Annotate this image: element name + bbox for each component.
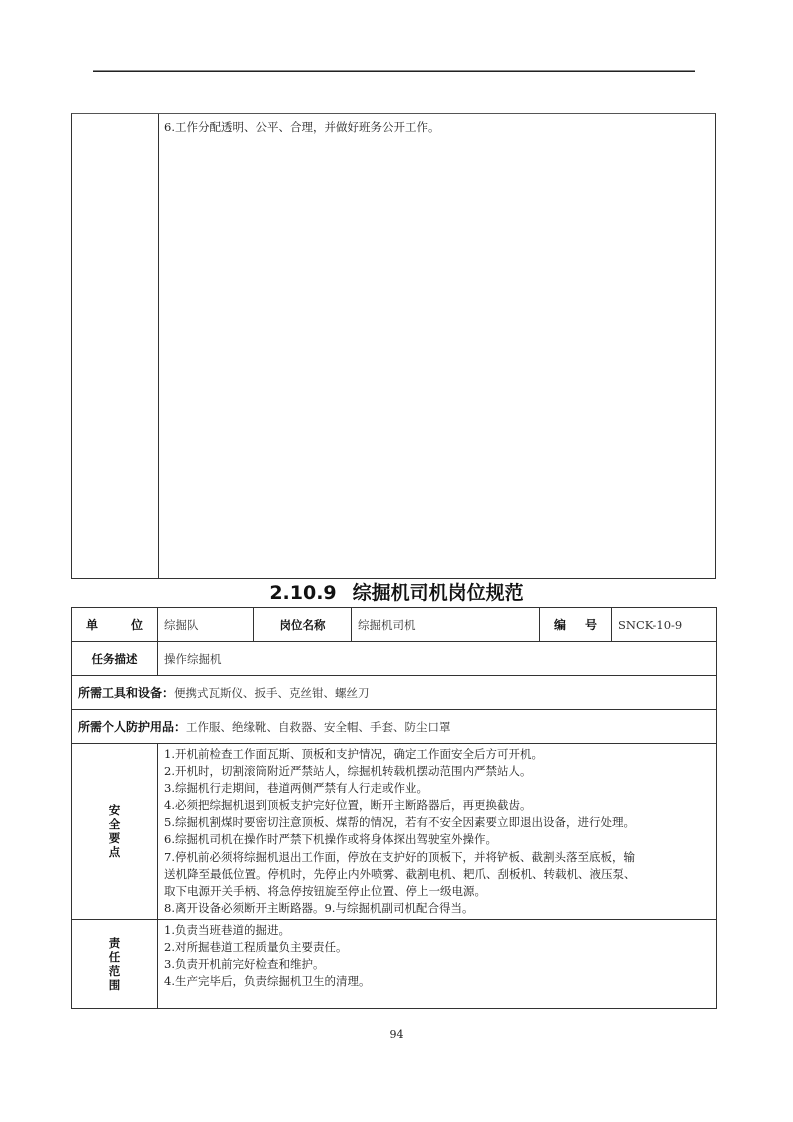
code-value: SNCK-10-9: [612, 608, 717, 642]
ppe-value: 工作服、绝缘靴、自救器、安全帽、手套、防尘口罩: [186, 720, 451, 734]
code-label-cell: [540, 608, 612, 642]
ppe-cell: [72, 710, 717, 744]
responsibility-label-char: 范: [108, 963, 121, 978]
section-number: 2.10.9: [269, 582, 337, 604]
safety-label-char: 要: [108, 831, 121, 846]
responsibility-item: 2.对所掘巷道工程质量负主要责任。: [164, 940, 348, 955]
safety-point: 8.离开设备必须断开主断路器。9.与综掘机副司机配合得当。: [164, 900, 474, 915]
safety-point: 2.开机时，切割滚筒附近严禁站人，综掘机转载机摆动范围内严禁站人。: [164, 764, 532, 779]
safety-point: 送机降至最低位置。停机时，先停止内外喷雾、截割电机、耙爪、刮板机、转载机、液压泵、: [164, 866, 636, 881]
responsibility-label-char: 任: [108, 949, 121, 964]
header-row: [72, 608, 717, 642]
responsibility-label: [72, 919, 158, 1008]
safety-label: [72, 744, 158, 920]
responsibility-row: [72, 919, 717, 1008]
safety-point: 取下电源开关手柄、将急停按钮旋至停止位置、停上一级电源。: [164, 883, 486, 898]
safety-point: 6.综掘机司机在操作时严禁下机操作或将身体探出驾驶室外操作。: [164, 832, 497, 847]
responsibility-label-char: 责: [108, 935, 121, 950]
section-title: [0, 580, 793, 606]
responsibilities: [158, 919, 717, 1008]
position-label: 岗位名称: [254, 608, 352, 642]
job-spec-table: [71, 607, 717, 1009]
unit-label-char: 位: [130, 618, 143, 632]
position-value: 综掘机司机: [352, 608, 540, 642]
unit-value: 综掘队: [158, 608, 254, 642]
tools-cell: [72, 676, 717, 710]
safety-label-char: 点: [108, 845, 121, 860]
ppe-row: [72, 710, 717, 744]
responsibility-item: 1.负责当班巷道的掘进。: [164, 922, 290, 937]
safety-label-char: 安: [108, 803, 121, 818]
task-value: 操作综掘机: [158, 642, 717, 676]
responsibility-label-char: 围: [108, 977, 121, 992]
page-header-rule: [93, 70, 695, 72]
page-number: 94: [389, 1028, 404, 1041]
code-label-char: 号: [584, 618, 597, 632]
tools-label: 所需工具和设备：: [78, 686, 175, 700]
safety-point: 1.开机前检查工作面瓦斯、顶板和支护情况，确定工作面安全后方可开机。: [164, 747, 543, 761]
safety-point: 5.综掘机割煤时要密切注意顶板、煤帮的情况，若有不安全因素要立即退出设备，进行处理。: [164, 815, 635, 830]
responsibility-item: 3.负责开机前完好检查和维护。: [164, 957, 325, 972]
previous-table-content: [164, 119, 439, 136]
unit-label-char: 单: [86, 618, 99, 632]
safety-point: 3.综掘机行走期间，巷道两侧严禁有人行走或作业。: [164, 781, 428, 796]
safety-point: 7.停机前必须将综掘机退出工作面，停放在支护好的顶板下，并将铲板、截割头落至底板，输: [164, 849, 635, 864]
task-label: 任务描述: [72, 642, 158, 676]
section-title-text: 综掘机司机岗位规范: [352, 582, 524, 604]
previous-table-continuation: [71, 113, 716, 579]
ppe-label: 所需个人防护用品：: [78, 720, 187, 734]
tools-value: 便携式瓦斯仪、扳手、克丝钳、螺丝刀: [174, 686, 370, 700]
tools-row: [72, 676, 717, 710]
task-row: [72, 642, 717, 676]
safety-point: 4.必须把综掘机退到顶板支护完好位置，断开主断路器后，再更换截齿。: [164, 798, 532, 813]
previous-table-label-column: [72, 114, 159, 578]
safety-row: [72, 744, 717, 920]
code-label-char: 编: [554, 618, 567, 632]
previous-table-line: 6.工作分配透明、公平、合理，并做好班务公开工作。: [164, 120, 440, 134]
responsibility-item: 4.生产完毕后，负责综掘机卫生的清理。: [164, 974, 371, 989]
unit-label-cell: [72, 608, 158, 642]
safety-points: [158, 744, 717, 920]
safety-label-char: 全: [108, 817, 121, 832]
